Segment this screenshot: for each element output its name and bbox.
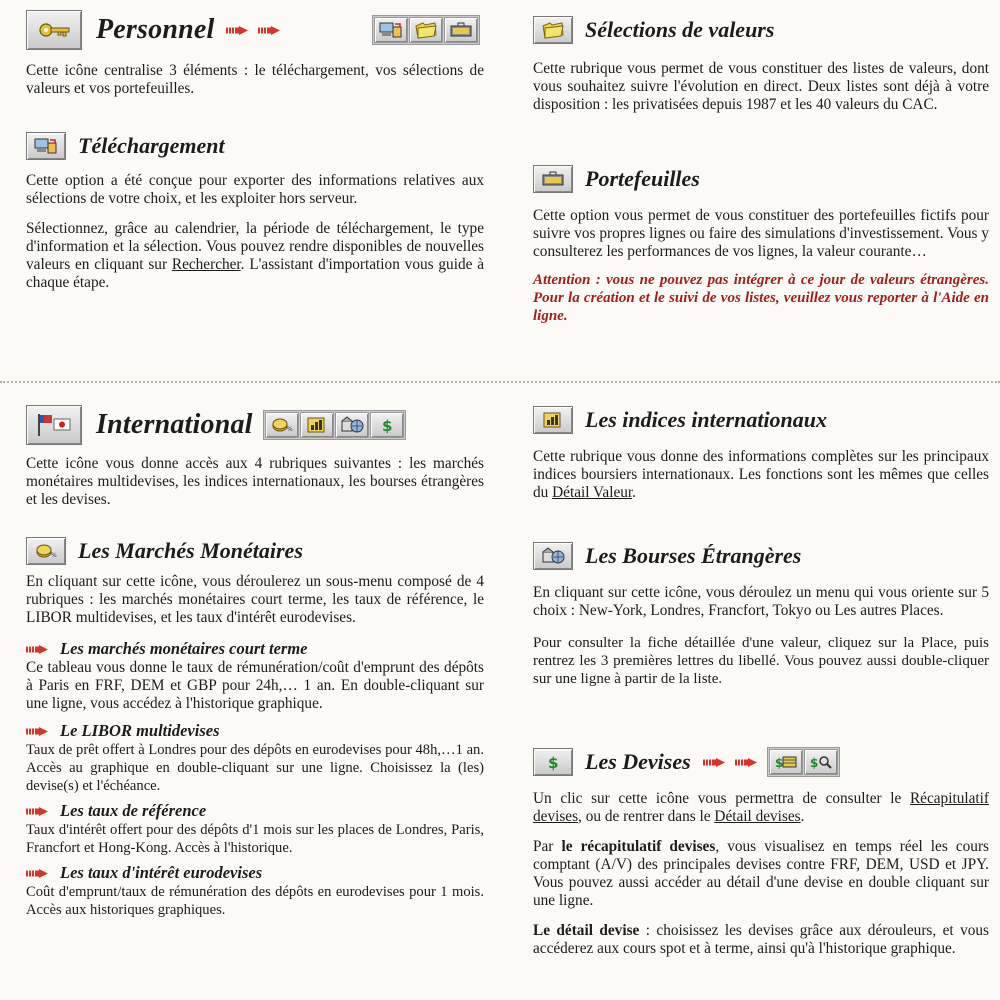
arrow-right-icon [26,869,48,878]
right-column [533,0,989,1000]
marches-item-header [26,639,484,659]
marches-item-title: Le LIBOR multidevises [60,721,220,740]
marches-item [26,801,484,857]
telechargement-p2-end: . L'assistant d'importation vous guide à chaque étape. [26,256,484,291]
arrow-right-icon [703,758,725,767]
personnel-toolbar [372,15,480,45]
telechargement-p1: Cette option a été conçue pour exporter des informations relatives aux sélections de votre choix, et les exploiter hors serveur. [26,172,484,207]
arrow-right-icon [26,645,48,654]
bourses-title: Les Bourses Étrangères [585,543,802,568]
folder-icon[interactable] [409,17,443,43]
marches-intro: En cliquant sur cette icône, vous déroulerez un sous-menu composé de 4 rubriques : les marchés monétaires court terme, les taux de référence, le LIBOR multidevises, et les taux d'intérêt eurodevises. [26,573,484,626]
recap-devises-link[interactable]: Récapitulatif devises [533,790,989,825]
devises-p3-bold: Le détail devise [533,922,640,939]
detail-devises-link[interactable]: Détail devises [714,808,801,825]
briefcase-icon[interactable] [444,17,478,43]
international-intro: Cette icône vous donne accès aux 4 rubriques suivantes : les marchés monétaires multidevises, les indices internationaux, les bourses étrangères et les devises. [26,455,484,508]
indices-section [533,404,989,502]
marches-item-text: Taux de prêt offert à Londres pour des dépôts en eurodevises pour 48h,…1 an. Accès au graphique en double-cliquant sur une ligne. Choisissez la (les) devise(s) et l'échéance. [26,742,484,794]
personnel-intro: Cette icône centralise 3 éléments : le téléchargement, vos sélections de valeurs et vos portefeuilles. [26,62,484,97]
left-column [26,0,484,1000]
detail-valeur-link[interactable]: Détail Valeur [552,484,633,501]
international-section [26,403,484,509]
devises-title: Les Devises [585,749,691,774]
portefeuilles-header [533,163,989,195]
devises-arrows [703,758,757,767]
marches-item-text: Taux d'intérêt offert pour des dépôts d'1 mois sur les places de Londres, Paris, Francfort et Hong-Kong. Accès à l'historique. [26,822,484,856]
flags-icon[interactable] [26,405,82,445]
rechercher-link[interactable]: Rechercher [171,256,241,273]
selections-text: Cette rubrique vous permet de vous constituer des listes de valeurs, dont vous souhaitez suivre l'évolution en direct. Deux listes sont déjà à votre disposition : les privatisées depuis 1987 et les 40 valeurs du CAC. [533,60,989,113]
devises-toolbar [767,747,840,777]
index-icon[interactable] [300,412,334,438]
devises-p2-prefix: Par [533,838,562,855]
marches-section [26,535,484,919]
personnel-title: Personnel [96,14,215,45]
devises-p3 [533,922,989,958]
portefeuilles-attention: Attention : vous ne pouvez pas intégrer à ce jour de valeurs étrangères. Pour la création et le suivi de vos listes, veuillez vous reporter à l'Aide en ligne. [533,272,989,324]
personnel-key-icon[interactable] [26,10,82,50]
arrow-right-icon [226,26,248,35]
personnel-section [26,8,484,98]
indices-text-body: Cette rubrique vous donne des informations complètes sur les principaux indices boursiers internationaux. Les fonctions sont les mêmes que celles du [533,448,989,501]
devises-p2 [533,838,989,910]
marches-item-header [26,721,484,741]
portefeuilles-text: Cette option vous permet de vous constituer des portefeuilles fictifs pour suivre vos propres lignes ou faire des simulations d'investissement. Vous y consulterez les performances de vos lignes, la valeur courante… [533,207,989,260]
index-icon[interactable] [533,406,573,434]
portefeuilles-section [533,163,989,325]
devises-header [533,746,989,778]
indices-title: Les indices internationaux [585,407,828,432]
devises-p1 [533,790,989,826]
bourses-p2: Pour consulter la fiche détaillée d'une valeur, cliquez sur la Place, puis rentrez les 3 premières lettres du libellé. Vous pouvez aussi double-cliquer sur une ligne à partir de la liste. [533,635,989,687]
briefcase-icon[interactable] [533,165,573,193]
marches-item [26,639,484,713]
marches-item-title: Les taux de référence [60,801,207,820]
devises-p1-end: . [800,808,805,825]
devises-section [533,746,989,958]
marches-item-title: Les marchés monétaires court terme [60,639,308,658]
dollar-icon[interactable] [533,748,573,776]
telechargement-title: Téléchargement [78,133,225,158]
folder-icon[interactable] [533,16,573,44]
arrow-right-icon [26,727,48,736]
bourses-header [533,540,989,572]
international-toolbar [263,410,406,440]
arrow-right-icon [258,26,280,35]
currency-detail-icon[interactable] [804,749,838,775]
arrow-right-icon [735,758,757,767]
globe-exchange-icon[interactable] [533,542,573,570]
selections-section [533,14,989,114]
telechargement-header [26,130,484,162]
devises-p1-mid: , ou de rentrer dans le [578,808,715,825]
globe-exchange-icon[interactable] [335,412,369,438]
international-header [26,403,484,447]
telechargement-section [26,130,484,292]
dollar-icon[interactable] [370,412,404,438]
marches-item-text: Ce tableau vous donne le taux de rémunération/coût d'emprunt des dépôts à Paris en FRF, DEM et GBP pour 24h,… 1 an. En double-cliquant sur une ligne, vous accédez à l'historique graphique. [26,659,484,712]
marches-item-header [26,801,484,821]
personnel-header [26,8,484,52]
marches-item-title: Les taux d'intérêt eurodevises [60,863,263,882]
indices-header [533,404,989,436]
download-icon[interactable] [374,17,408,43]
selections-header [533,14,989,46]
money-market-icon[interactable] [26,537,66,565]
indices-text [533,448,989,502]
devises-p1-text: Un clic sur cette icône vous permettra de consulter le [533,790,910,807]
download-icon[interactable] [26,132,66,160]
arrow-right-icon [26,807,48,816]
personnel-arrows [226,26,280,35]
marches-item-text: Coût d'emprunt/taux de rémunération des dépôts en eurodevises pour 1 mois. Accès aux historiques graphiques. [26,884,484,918]
money-market-icon[interactable] [265,412,299,438]
devises-p2-text: , vous visualisez en temps réel les cours comptant (A/V) des principales devises contre FRF, DEM, USD et JPY. Vous pouvez aussi accéder au détail d'une devise en double cliquant sur une ligne. [533,838,989,909]
telechargement-p2-text: Sélectionnez, grâce au calendrier, la période de téléchargement, le type d'information et la sélection. Vous pouvez rendre disponibles de nouvelles valeurs en cliquant sur [26,220,484,273]
currency-summary-icon[interactable] [769,749,803,775]
marches-item [26,721,484,795]
selections-title: Sélections de valeurs [585,17,775,42]
telechargement-p2 [26,220,484,292]
bourses-section [533,540,989,688]
devises-p2-bold: le récapitulatif devises [561,838,716,855]
marches-header [26,535,484,567]
portefeuilles-title: Portefeuilles [585,166,700,191]
marches-title: Les Marchés Monétaires [78,538,303,563]
marches-item [26,863,484,919]
bourses-p1: En cliquant sur cette icône, vous déroulez un menu qui vous oriente sur 5 choix : New-York, Londres, Francfort, Tokyo ou Les autres Places. [533,584,989,619]
marches-item-header [26,863,484,883]
section-divider [0,381,1000,383]
international-title: International [96,409,253,440]
indices-text-end: . [632,484,636,501]
devises-p3-text: : choisissez les devises grâce aux dérouleurs, et vous accéderez aux cours spot et à terme, ainsi qu'à l'historique graphique. [533,922,989,957]
